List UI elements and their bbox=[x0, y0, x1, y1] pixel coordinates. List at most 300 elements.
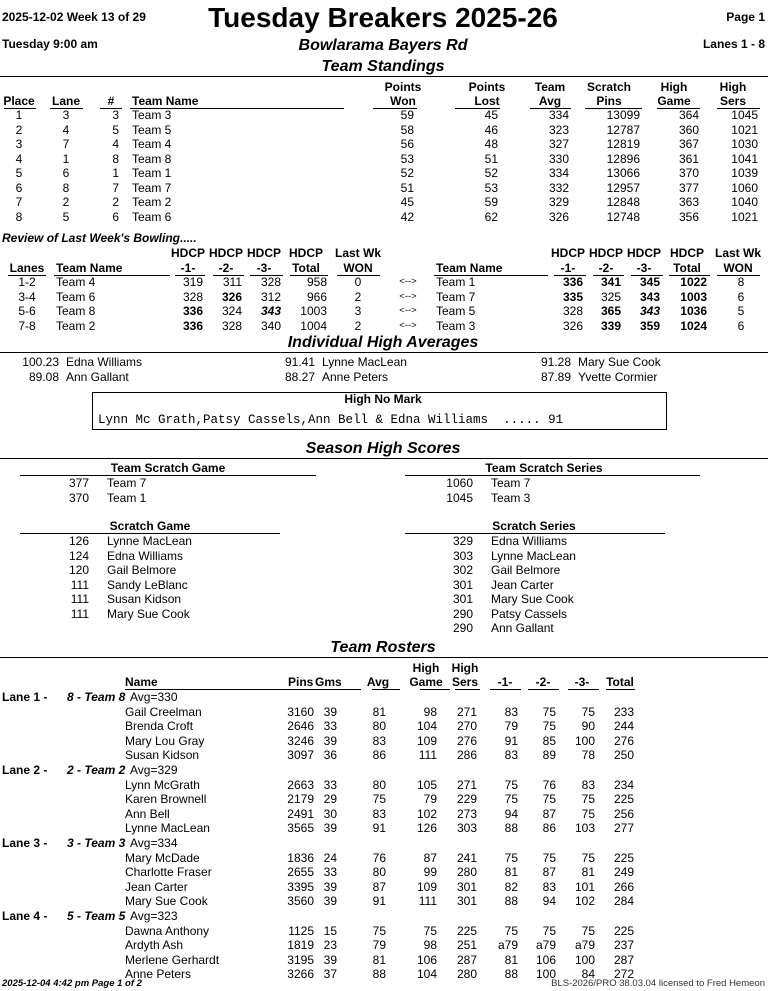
bowler-name: Yvette Cormier bbox=[578, 369, 658, 384]
divider bbox=[568, 689, 599, 690]
header: HDCP bbox=[588, 246, 623, 260]
player-stat: 39 bbox=[323, 894, 337, 909]
divider bbox=[0, 458, 768, 459]
player-stat: 272 bbox=[613, 967, 634, 982]
section-title: Team Rosters bbox=[330, 639, 436, 656]
review-cell: 335 bbox=[562, 289, 583, 304]
standings-cell: 59 bbox=[400, 108, 414, 122]
name: Ann Gallant bbox=[491, 621, 554, 635]
standings-cell: 8 bbox=[112, 151, 119, 166]
player-stat: 80 bbox=[372, 777, 386, 792]
review-cell: 1004 bbox=[300, 318, 327, 333]
standings-cell: 46 bbox=[484, 122, 498, 137]
review-cell: 8 bbox=[737, 275, 745, 289]
player-stat: 102 bbox=[574, 894, 595, 909]
standings-cell: 48 bbox=[484, 137, 498, 151]
team-label: 3 - Team 3 bbox=[67, 836, 126, 850]
player-stat: 100 bbox=[574, 952, 595, 967]
player-stat: 3560 bbox=[287, 894, 314, 909]
review-cell: 326 bbox=[562, 318, 583, 333]
standings-cell: 326 bbox=[548, 209, 569, 224]
player-stat: 249 bbox=[613, 865, 634, 880]
standings-cell: Team 7 bbox=[132, 180, 172, 195]
header: Pins bbox=[596, 94, 622, 108]
player-stat: 79 bbox=[504, 719, 518, 734]
player-stat: 30 bbox=[323, 806, 337, 821]
player-name: Ann Bell bbox=[125, 806, 170, 821]
player-stat: 75 bbox=[581, 923, 595, 938]
header: Last Wk bbox=[334, 246, 381, 260]
review-cell: 966 bbox=[306, 289, 327, 304]
player-stat: 250 bbox=[613, 748, 634, 763]
player-name: Dawna Anthony bbox=[125, 923, 210, 938]
standings-cell: 1 bbox=[62, 151, 70, 166]
player-stat: 287 bbox=[613, 952, 634, 967]
team-average: Avg=330 bbox=[130, 690, 178, 704]
standings-cell: 1039 bbox=[731, 166, 758, 180]
review-cell: 359 bbox=[639, 318, 660, 333]
review-cell: Team 5 bbox=[436, 304, 476, 318]
header: Lost bbox=[474, 94, 500, 108]
player-stat: 276 bbox=[613, 733, 634, 748]
player-stat: 75 bbox=[581, 792, 595, 807]
player-stat: 75 bbox=[542, 704, 556, 719]
player-stat: 75 bbox=[581, 850, 595, 865]
standings-cell: 361 bbox=[678, 151, 699, 166]
standings-cell: 377 bbox=[678, 180, 699, 195]
review-cell: 325 bbox=[600, 289, 621, 304]
player-stat: 75 bbox=[542, 792, 556, 807]
player-stat: 301 bbox=[456, 894, 477, 909]
standings-cell: 12748 bbox=[606, 209, 640, 224]
player-stat: 287 bbox=[456, 952, 477, 967]
player-stat: 100 bbox=[535, 967, 556, 982]
player-stat: a79 bbox=[497, 938, 518, 953]
player-stat: 256 bbox=[613, 806, 634, 821]
header: -1- bbox=[497, 675, 513, 689]
score: 290 bbox=[452, 606, 473, 621]
header: Won bbox=[390, 94, 416, 108]
standings-cell: 327 bbox=[548, 137, 569, 151]
review-cell: 328 bbox=[260, 275, 281, 289]
name: Gail Belmore bbox=[107, 563, 177, 577]
player-stat: 81 bbox=[372, 704, 386, 719]
header: Last Wk bbox=[714, 246, 761, 260]
player-stat: 88 bbox=[372, 967, 386, 982]
player-stat: 2179 bbox=[287, 792, 314, 807]
review-cell: 328 bbox=[221, 318, 242, 333]
header: HDCP bbox=[246, 246, 281, 260]
player-stat: 33 bbox=[323, 777, 337, 792]
header: -2- bbox=[535, 675, 551, 689]
review-cell: 336 bbox=[182, 318, 203, 333]
player-stat: 88 bbox=[504, 894, 518, 909]
review-cell: 341 bbox=[600, 275, 621, 289]
player-stat: 83 bbox=[504, 748, 518, 763]
standings-cell: 1030 bbox=[731, 137, 758, 151]
name: Team 7 bbox=[491, 476, 531, 490]
player-stat: 87 bbox=[542, 865, 556, 880]
standings-cell: 2 bbox=[62, 195, 70, 209]
review-cell: 343 bbox=[639, 289, 660, 304]
player-stat: 84 bbox=[581, 967, 595, 982]
score: 1060 bbox=[446, 476, 473, 490]
section-subtitle: Review of Last Week's Bowling..... bbox=[2, 231, 197, 245]
player-stat: 80 bbox=[372, 719, 386, 734]
player-stat: 234 bbox=[613, 777, 634, 792]
standings-cell: 364 bbox=[678, 108, 699, 122]
player-stat: 271 bbox=[456, 704, 477, 719]
player-stat: 3395 bbox=[287, 879, 314, 894]
name: Mary Sue Cook bbox=[107, 606, 190, 621]
player-stat: 2655 bbox=[287, 865, 314, 880]
score: 124 bbox=[68, 548, 89, 563]
player-name: Karen Brownell bbox=[125, 792, 207, 807]
review-cell: 343 bbox=[639, 304, 660, 318]
player-stat: 75 bbox=[581, 806, 595, 821]
player-name: Mary Sue Cook bbox=[125, 894, 208, 909]
score: 1045 bbox=[446, 490, 473, 505]
player-stat: 85 bbox=[542, 733, 556, 748]
player-stat: 251 bbox=[456, 938, 477, 953]
score: 370 bbox=[68, 490, 89, 505]
player-stat: 286 bbox=[456, 748, 477, 763]
standings-cell: 5 bbox=[62, 209, 70, 224]
header: Place bbox=[3, 94, 35, 108]
review-cell: 5-6 bbox=[18, 304, 36, 318]
team-label: 5 - Team 5 bbox=[67, 909, 126, 923]
player-name: Mary McDade bbox=[125, 850, 200, 865]
header: Total bbox=[673, 261, 701, 275]
score: 120 bbox=[68, 563, 89, 577]
standings-cell: 8 bbox=[15, 209, 23, 224]
header: -1- bbox=[560, 261, 576, 275]
header: High bbox=[719, 80, 747, 94]
divider bbox=[606, 689, 635, 690]
review-cell: 2 bbox=[354, 318, 362, 333]
standings-cell: 2 bbox=[112, 195, 119, 209]
player-stat: 98 bbox=[423, 704, 437, 719]
player-stat: 39 bbox=[323, 879, 337, 894]
header: Sers bbox=[719, 94, 747, 108]
header: WON bbox=[343, 261, 373, 275]
player-stat: 76 bbox=[542, 777, 556, 792]
standings-cell: 53 bbox=[400, 151, 414, 166]
score: 303 bbox=[452, 548, 473, 563]
standings-cell: 45 bbox=[484, 108, 498, 122]
player-stat: 83 bbox=[581, 777, 595, 792]
standings-cell: 45 bbox=[400, 195, 414, 209]
player-stat: 81 bbox=[504, 952, 518, 967]
header: HDCP bbox=[669, 246, 704, 260]
header: Pins bbox=[288, 675, 314, 689]
bowler-name: Mary Sue Cook bbox=[578, 355, 661, 369]
standings-cell: Team 2 bbox=[132, 195, 172, 209]
divider bbox=[0, 657, 768, 658]
player-stat: 104 bbox=[416, 967, 437, 982]
player-stat: 33 bbox=[323, 719, 337, 734]
standings-cell: 53 bbox=[484, 180, 498, 195]
average-value: 89.08 bbox=[28, 369, 59, 384]
standings-cell: 4 bbox=[15, 151, 23, 166]
center-name: Bowlarama Bayers Rd bbox=[298, 37, 468, 54]
name: Edna Williams bbox=[491, 534, 568, 548]
player-stat: 100 bbox=[574, 733, 595, 748]
player-stat: 87 bbox=[423, 850, 437, 865]
name: Jean Carter bbox=[491, 577, 554, 592]
player-stat: 82 bbox=[504, 879, 518, 894]
standings-cell: 52 bbox=[484, 166, 498, 180]
review-cell: 7-8 bbox=[18, 318, 36, 333]
page-number: Page 1 bbox=[726, 10, 765, 24]
player-stat: 229 bbox=[456, 792, 477, 807]
player-stat: 39 bbox=[323, 952, 337, 967]
average-value: 91.28 bbox=[540, 355, 571, 369]
player-stat: 33 bbox=[323, 865, 337, 880]
header: # bbox=[107, 94, 115, 108]
header: Scratch bbox=[586, 80, 632, 94]
player-stat: 2646 bbox=[287, 719, 314, 734]
standings-cell: 3 bbox=[15, 137, 23, 151]
player-stat: 83 bbox=[504, 704, 518, 719]
week-info: 2025-12-02 Week 13 of 29 bbox=[2, 10, 146, 24]
player-stat: 3195 bbox=[287, 952, 314, 967]
header: -1- bbox=[180, 261, 196, 275]
name: Team 7 bbox=[107, 476, 147, 490]
header: Lanes bbox=[9, 261, 45, 275]
standings-cell: 1040 bbox=[731, 195, 758, 209]
player-stat: 91 bbox=[372, 894, 386, 909]
standings-cell: Team 1 bbox=[132, 166, 172, 180]
header: Avg bbox=[538, 94, 562, 108]
player-stat: 90 bbox=[581, 719, 595, 734]
player-stat: 1836 bbox=[287, 850, 314, 865]
standings-cell: 330 bbox=[548, 151, 569, 166]
standings-cell: 8 bbox=[62, 180, 70, 195]
player-stat: 1819 bbox=[287, 938, 314, 953]
score: 302 bbox=[452, 563, 473, 577]
standings-cell: 7 bbox=[62, 137, 70, 151]
player-stat: 75 bbox=[504, 923, 518, 938]
score: 301 bbox=[452, 592, 473, 606]
header: Game bbox=[409, 675, 443, 689]
divider bbox=[0, 352, 768, 353]
average-value: 100.23 bbox=[22, 355, 59, 369]
header: HDCP bbox=[208, 246, 243, 260]
player-stat: 91 bbox=[372, 821, 386, 836]
header: Points bbox=[468, 80, 506, 94]
player-stat: 244 bbox=[613, 719, 634, 734]
standings-cell: Team 8 bbox=[132, 151, 172, 166]
standings-cell: 42 bbox=[400, 209, 414, 224]
vs-arrow: <--> bbox=[399, 305, 417, 316]
player-stat: 75 bbox=[542, 923, 556, 938]
standings-cell: 52 bbox=[400, 166, 414, 180]
header: Lane bbox=[51, 94, 80, 108]
standings-cell: 329 bbox=[548, 195, 569, 209]
bowler-name: Anne Peters bbox=[322, 369, 389, 384]
player-stat: 75 bbox=[504, 792, 518, 807]
player-stat: 75 bbox=[423, 923, 437, 938]
report-title: Tuesday Breakers 2025-26 bbox=[208, 2, 558, 33]
review-cell: 958 bbox=[306, 275, 327, 289]
review-cell: 3 bbox=[354, 304, 362, 318]
player-stat: 2491 bbox=[287, 806, 314, 821]
standings-cell: 6 bbox=[112, 209, 119, 224]
player-stat: 126 bbox=[416, 821, 437, 836]
standings-cell: 13099 bbox=[606, 108, 640, 122]
vs-arrow: <--> bbox=[399, 276, 417, 287]
player-stat: 83 bbox=[542, 879, 556, 894]
player-stat: 276 bbox=[456, 733, 477, 748]
standings-cell: 58 bbox=[400, 122, 414, 137]
block-title: Team Scratch Series bbox=[485, 461, 603, 475]
player-stat: 111 bbox=[418, 748, 437, 763]
score: 111 bbox=[70, 577, 89, 592]
review-cell: 365 bbox=[600, 304, 621, 318]
name: Patsy Cassels bbox=[491, 606, 568, 621]
player-stat: 98 bbox=[423, 938, 437, 953]
player-stat: 270 bbox=[456, 719, 477, 734]
player-stat: 271 bbox=[456, 777, 477, 792]
review-cell: 340 bbox=[260, 318, 281, 333]
header: HDCP bbox=[550, 246, 585, 260]
standings-cell: 51 bbox=[400, 180, 414, 195]
player-name: Mary Lou Gray bbox=[125, 733, 205, 748]
lane-label: Lane 2 - bbox=[2, 763, 48, 777]
standings-cell: 3 bbox=[62, 108, 70, 122]
player-name: Charlotte Fraser bbox=[125, 865, 212, 880]
player-stat: 94 bbox=[542, 894, 556, 909]
standings-cell: 56 bbox=[400, 137, 414, 151]
standings-cell: 1021 bbox=[731, 209, 758, 224]
review-cell: 3-4 bbox=[18, 289, 36, 304]
divider bbox=[372, 689, 400, 690]
license-info: BLS-2026/PRO 38.03.04 licensed to Fred Hemeon bbox=[551, 978, 765, 989]
standings-cell: 2 bbox=[15, 122, 23, 137]
player-stat: 89 bbox=[542, 748, 556, 763]
standings-cell: 5 bbox=[112, 122, 119, 137]
header: Total bbox=[606, 675, 634, 689]
standings-cell: Team 6 bbox=[132, 209, 172, 224]
header: -2- bbox=[598, 261, 614, 275]
score: 329 bbox=[452, 534, 473, 548]
review-cell: 2 bbox=[354, 289, 362, 304]
block-title: Team Scratch Game bbox=[110, 461, 226, 475]
standings-cell: 1060 bbox=[731, 180, 758, 195]
header: High bbox=[451, 661, 479, 675]
player-stat: 75 bbox=[372, 923, 386, 938]
player-stat: 237 bbox=[613, 938, 634, 953]
standings-cell: 1041 bbox=[731, 151, 758, 166]
divider bbox=[528, 689, 559, 690]
divider bbox=[420, 689, 450, 690]
player-stat: 3097 bbox=[287, 748, 314, 763]
player-name: Ardyth Ash bbox=[125, 938, 184, 953]
player-name: Brenda Croft bbox=[125, 719, 194, 734]
player-stat: 104 bbox=[416, 719, 437, 734]
review-cell: 345 bbox=[639, 275, 660, 289]
player-stat: 3246 bbox=[287, 733, 314, 748]
player-stat: 99 bbox=[423, 865, 437, 880]
section-title: Team Standings bbox=[321, 58, 445, 75]
review-cell: 311 bbox=[222, 275, 242, 289]
lane-label: Lane 3 - bbox=[2, 836, 48, 850]
box-title: High No Mark bbox=[344, 392, 422, 406]
player-stat: 94 bbox=[504, 806, 518, 821]
review-cell: 5 bbox=[737, 304, 745, 318]
standings-cell: 323 bbox=[548, 122, 569, 137]
standings-cell: 12957 bbox=[606, 180, 640, 195]
standings-cell: 1045 bbox=[731, 108, 758, 122]
review-cell: 1003 bbox=[680, 289, 707, 304]
header: Team bbox=[534, 80, 566, 94]
header: Points bbox=[384, 80, 422, 94]
player-stat: 81 bbox=[372, 952, 386, 967]
review-cell: 328 bbox=[182, 289, 203, 304]
section-title: Season High Scores bbox=[305, 440, 461, 457]
lanes-range: Lanes 1 - 8 bbox=[702, 37, 765, 51]
score: 111 bbox=[70, 606, 89, 621]
header: HDCP bbox=[626, 246, 661, 260]
header: Total bbox=[292, 261, 320, 275]
average-value: 88.27 bbox=[284, 369, 315, 384]
name: Edna Williams bbox=[107, 548, 184, 563]
player-stat: 3266 bbox=[287, 967, 314, 982]
standings-cell: 1 bbox=[15, 108, 23, 122]
player-stat: 15 bbox=[323, 923, 337, 938]
team-average: Avg=329 bbox=[130, 763, 178, 777]
player-stat: 86 bbox=[542, 821, 556, 836]
review-cell: 343 bbox=[260, 304, 281, 318]
review-cell: Team 8 bbox=[56, 304, 96, 318]
standings-cell: 59 bbox=[484, 195, 498, 209]
lane-label: Lane 1 - bbox=[2, 690, 48, 704]
player-stat: 273 bbox=[456, 806, 477, 821]
average-value: 91.41 bbox=[284, 355, 315, 369]
team-average: Avg=334 bbox=[130, 836, 178, 850]
standings-cell: 370 bbox=[678, 166, 699, 180]
bowler-name: Lynne MacLean bbox=[322, 355, 407, 369]
player-stat: 88 bbox=[504, 821, 518, 836]
player-stat: 87 bbox=[372, 879, 386, 894]
standings-cell: 5 bbox=[15, 166, 23, 180]
high-no-mark-text: Lynn Mc Grath,Patsy Cassels,Ann Bell & Edna Williams ..... 91 bbox=[98, 413, 564, 427]
header: Gms bbox=[315, 675, 342, 689]
player-stat: 37 bbox=[323, 967, 337, 982]
player-name: Merlene Gerhardt bbox=[125, 952, 220, 967]
header: HDCP bbox=[170, 246, 205, 260]
team-label: 8 - Team 8 bbox=[67, 690, 126, 704]
player-stat: 83 bbox=[372, 733, 386, 748]
player-stat: 86 bbox=[372, 748, 386, 763]
divider bbox=[490, 689, 521, 690]
header: -3- bbox=[256, 261, 272, 275]
review-cell: 336 bbox=[562, 275, 583, 289]
name: Team 3 bbox=[491, 490, 531, 505]
player-stat: 3565 bbox=[287, 821, 314, 836]
player-stat: 2663 bbox=[287, 777, 314, 792]
standings-cell: 7 bbox=[15, 195, 23, 209]
player-stat: 23 bbox=[323, 938, 337, 953]
standings-cell: Team 3 bbox=[132, 108, 172, 122]
review-cell: 339 bbox=[600, 318, 621, 333]
player-stat: 39 bbox=[323, 733, 337, 748]
standings-cell: Team 4 bbox=[132, 137, 172, 151]
review-cell: 1036 bbox=[680, 304, 707, 318]
header: Name bbox=[125, 675, 158, 689]
standings-cell: 334 bbox=[548, 108, 569, 122]
